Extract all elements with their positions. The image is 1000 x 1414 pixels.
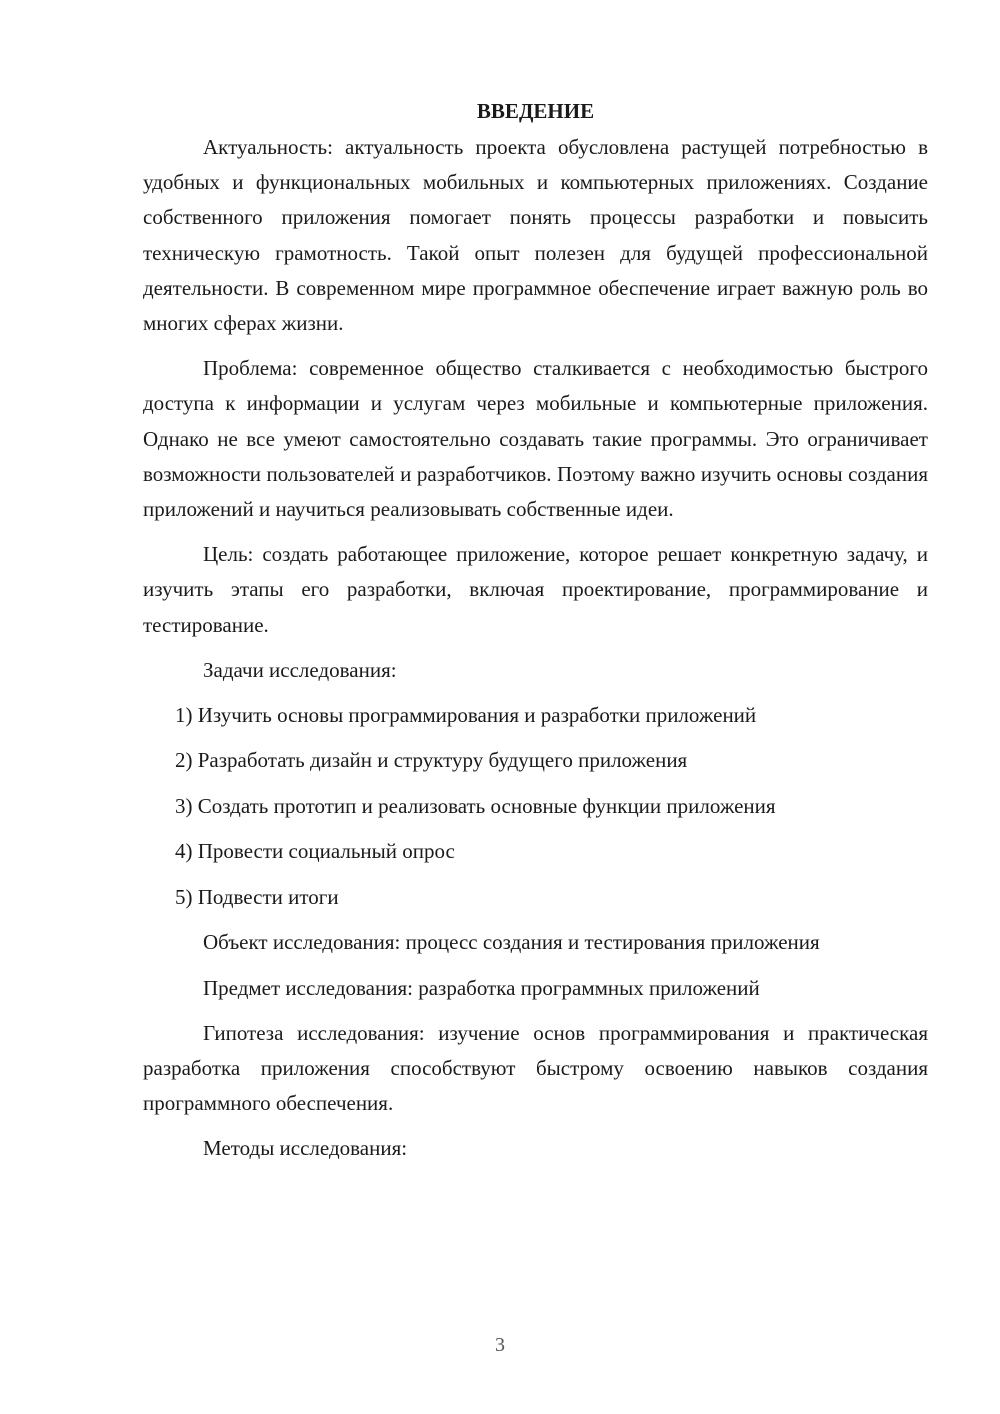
tasks-label: Задачи исследования: (203, 657, 397, 682)
task-item: 3) Создать прототип и реализовать основные функции приложения (175, 793, 776, 818)
page-number: 3 (495, 1334, 505, 1356)
problem-paragraph: Проблема: современное общество сталкивается с необходимостью быстрого доступа к информации и услугам через мобильные и компьютерные приложения. Однако не все умеют самостоятельно создавать такие программы. Это ограничивает возможности пользователей и разработчиков. Поэтому важно изучить основы создания приложений и научиться реализовывать собственные идеи. (143, 356, 928, 522)
subject-paragraph: Предмет исследования: разработка программных приложений (203, 975, 760, 1000)
task-item: 4) Провести социальный опрос (175, 839, 455, 864)
section-title: ВВЕДЕНИЕ (476, 99, 595, 123)
task-item: 2) Разработать дизайн и структуру будущего приложения (175, 748, 688, 773)
object-paragraph: Объект исследования: процесс создания и тестирования приложения (203, 930, 820, 955)
tasks-list (143, 698, 928, 915)
task-item: 1) Изучить основы программирования и разработки приложений (175, 702, 757, 727)
methods-label: Методы исследования: (203, 1136, 408, 1161)
relevance-paragraph: Актуальность: актуальность проекта обусловлена растущей потребностью в удобных и функциональных мобильных и компьютерных приложениях. Создание собственного приложения помогает понять процессы разработки и повысить техническую грамотность. Такой опыт полезен для будущей профессиональной деятельности. В современном мире программное обеспечение играет важную роль во многих сферах жизни. (143, 135, 928, 336)
goal-paragraph: Цель: создать работающее приложение, которое решает конкретную задачу, и изучить этапы его разработки, включая проектирование, программирование и тестирование. (143, 542, 928, 637)
hypothesis-paragraph: Гипотеза исследования: изучение основ программирования и практическая разработка приложения способствуют быстрому освоению навыков создания программного обеспечения. (143, 1020, 928, 1116)
task-item: 5) Подвести итоги (175, 884, 339, 909)
document-page (143, 96, 928, 1176)
